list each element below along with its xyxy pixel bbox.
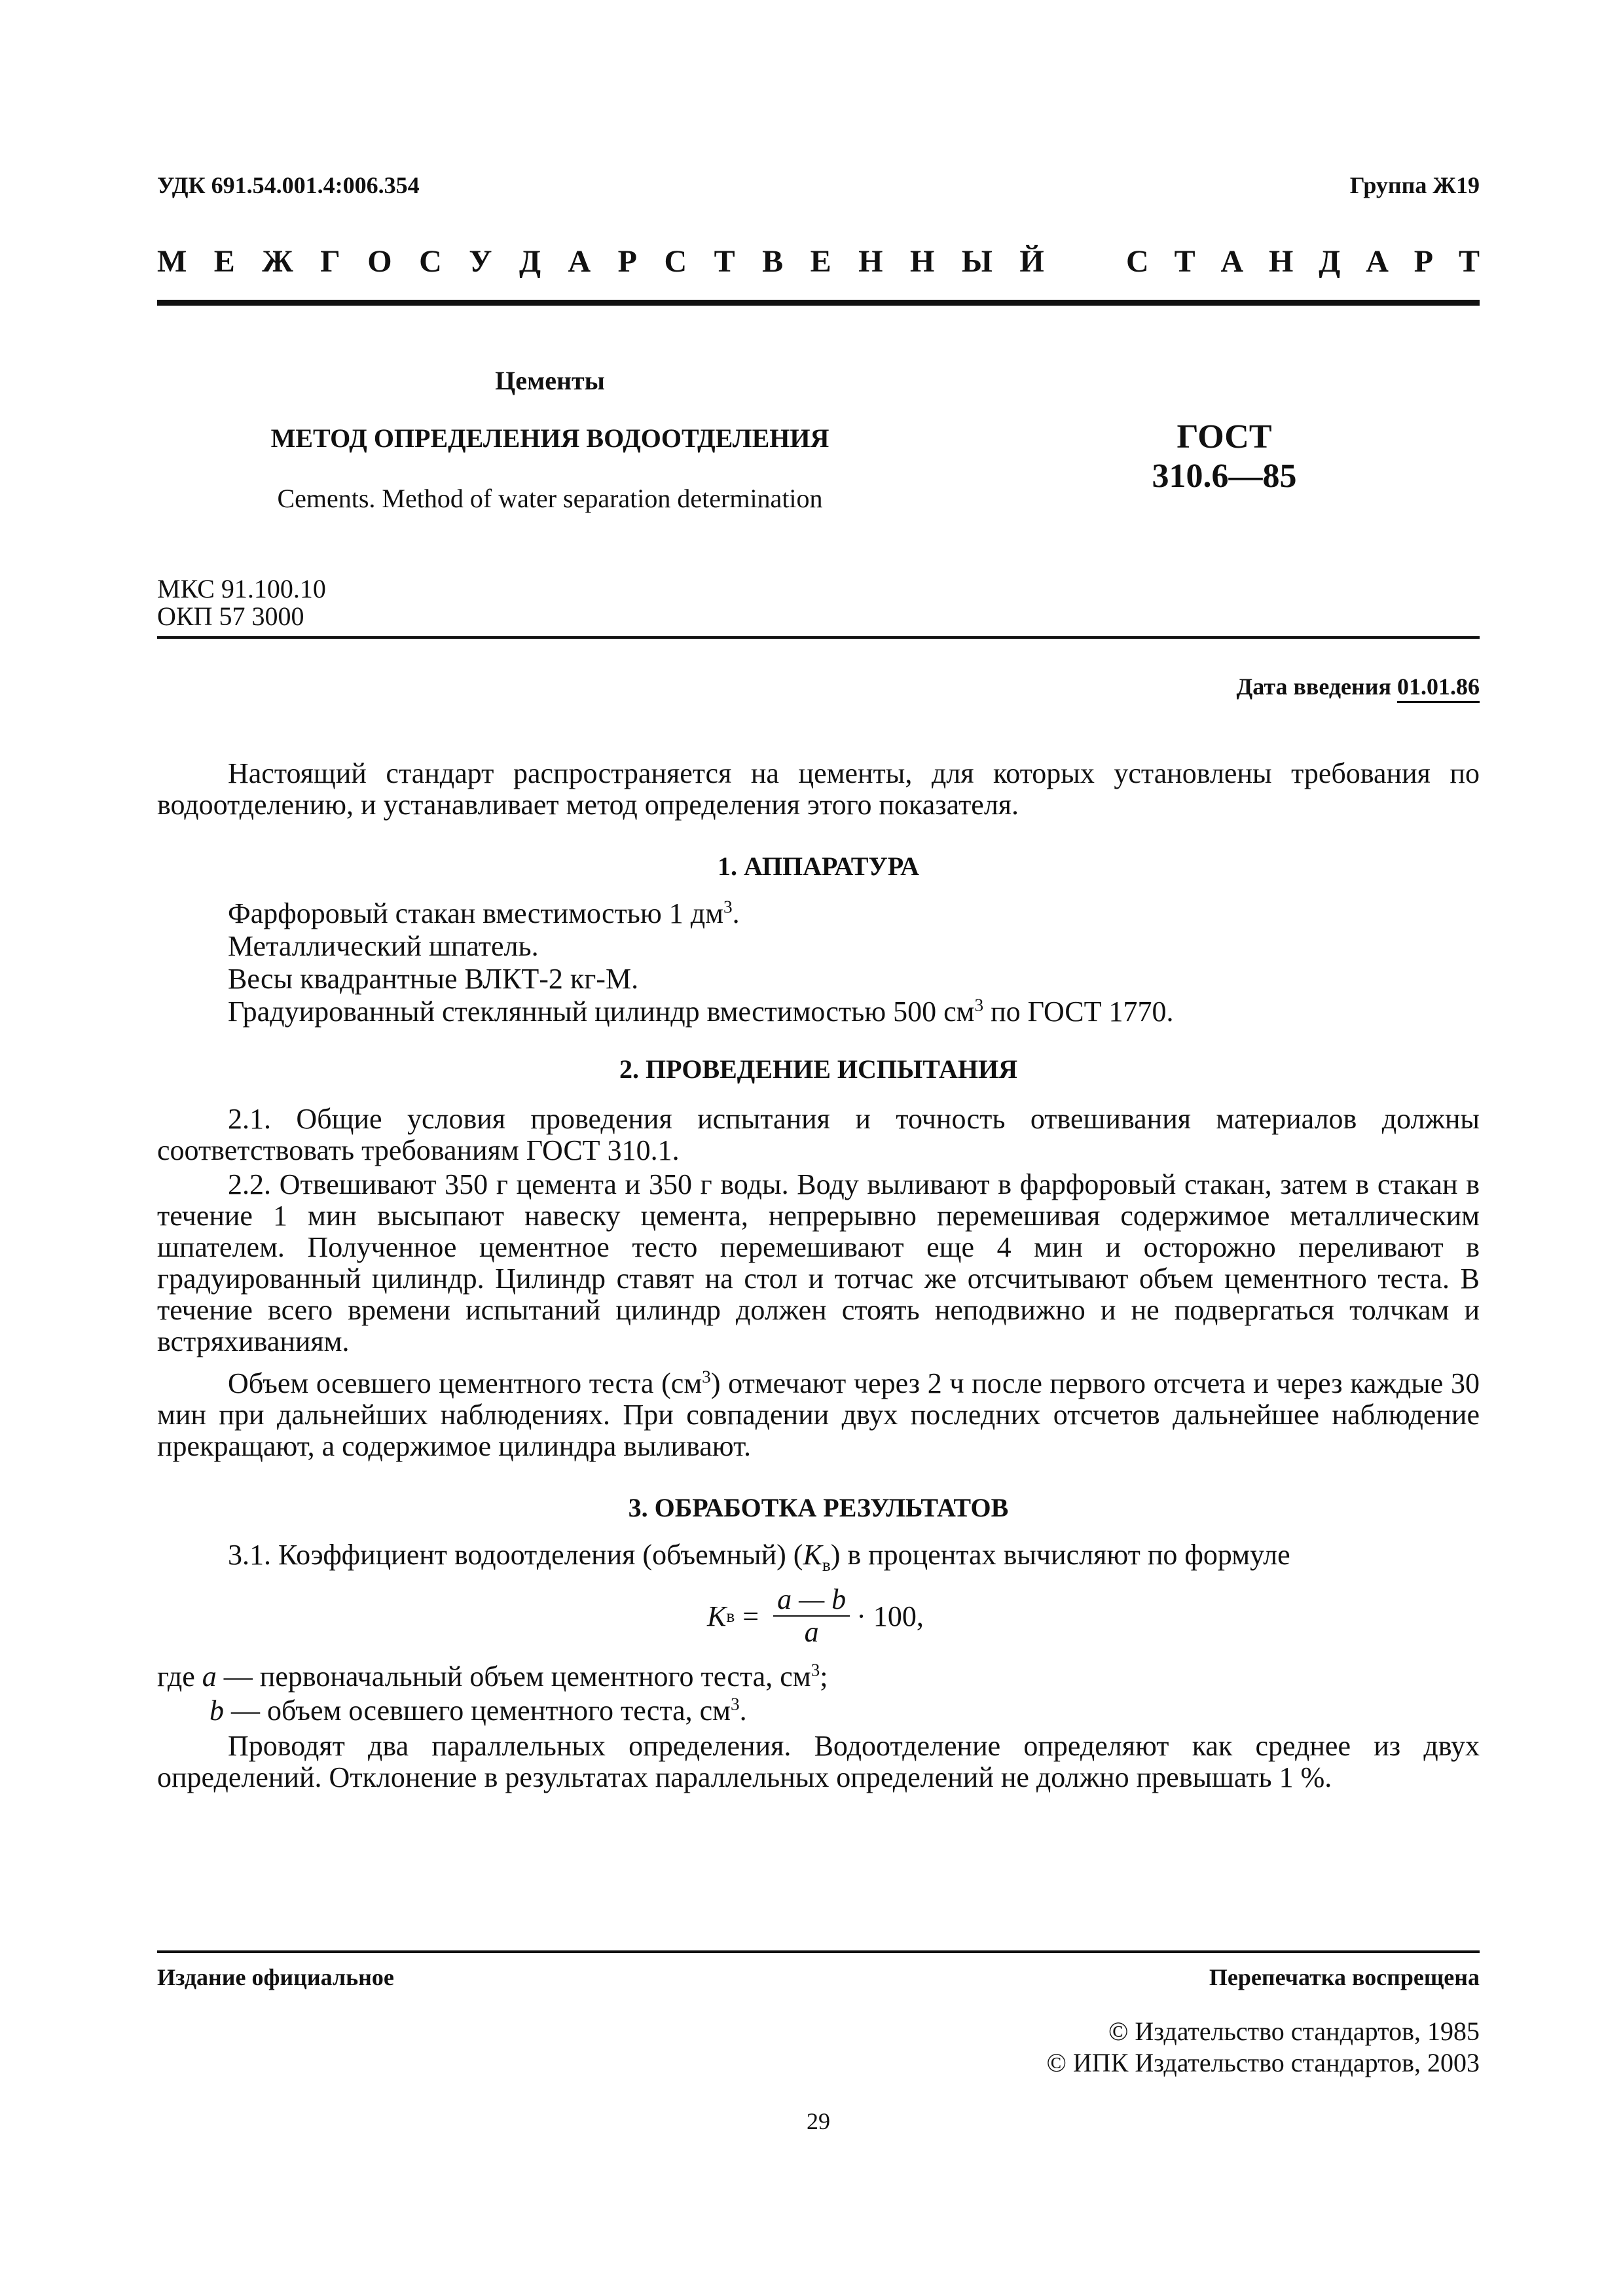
water-separation-formula: K в = $\frac{a — b}{a}$ · 100,: [707, 1583, 924, 1648]
official-edition-label: Издание официальное: [157, 1964, 394, 1990]
banner-letter: С: [1126, 244, 1149, 279]
page-number: 29: [807, 2108, 830, 2134]
copyright-2003: © ИПК Издательство стандартов, 2003: [1046, 2048, 1480, 2077]
banner-letter: Н: [909, 244, 935, 279]
banner-letter: Т: [714, 244, 735, 279]
banner-letter: А: [1366, 244, 1389, 279]
where-a-definition: где a — первоначальный объем цементного теста, $см^3$;: [157, 1660, 828, 1693]
introduction-date: [1021, 673, 1480, 700]
banner-letter: Р: [617, 244, 637, 279]
banner-letter: А: [1220, 244, 1244, 279]
banner-letter: М: [157, 244, 187, 279]
banner-letter: У: [469, 244, 492, 279]
document-title: МЕТОД ОПРЕДЕЛЕНИЯ ВОДООТДЕЛЕНИЯ: [270, 423, 830, 453]
banner-letter: Й: [1019, 244, 1044, 279]
standard-banner: [157, 243, 1480, 279]
reprint-prohibited-label: Перепечатка воспрещена: [1209, 1964, 1480, 1990]
codes-rule: [157, 636, 1480, 639]
mks-code: МКС 91.100.10: [157, 574, 326, 603]
section-1-heading: 1. АППАРАТУРА: [718, 852, 919, 881]
section-2-heading: 2. ПРОВЕДЕНИЕ ИСПЫТАНИЯ: [619, 1054, 1017, 1084]
banner-letter: С: [419, 244, 442, 279]
banner-letter: Е: [213, 244, 235, 279]
apparatus-item-spatula: Металлический шпатель.: [228, 930, 539, 962]
paragraph-2-3: Объем осевшего цементного теста $(см^3)$ отмечают через 2 ч после первого отсчета и через каждые 30 мин при дальнейших наблюдениях. При совпадении двух последних отсчетов дальнейшее наблюдение прекращают, а содержимое цилиндра выливают.: [157, 1367, 1480, 1462]
udk-code: УДК 691.54.001.4:006.354: [157, 172, 420, 198]
banner-letter: Е: [810, 244, 831, 279]
where-b-definition: b — объем осевшего цементного теста, $см^3$.: [210, 1694, 747, 1727]
introduction-date-value: 01.01.86: [1397, 673, 1480, 703]
apparatus-item-scales: Весы квадрантные ВЛКТ-2 кг-М.: [228, 963, 639, 995]
paragraph-2-2: 2.2. Отвешивают 350 г цемента и 350 г воды. Воду выливают в фарфоровый стакан, затем в стакан в течение 1 мин высыпают навеску цемента, непрерывно перемешивая содержимое металлическим шпателем. Полученное цементное тесто перемешивают еще 4 мин и осторожно переливают в градуированный цилиндр. Цилиндр ставят на стол и тотчас же отсчитывают объем цементного теста. В течение всего времени испытаний цилиндр должен стоять неподвижно и не подвергаться толчкам и встряхиваниям.: [157, 1168, 1480, 1357]
copyright-1985: © Издательство стандартов, 1985: [1108, 2017, 1480, 2046]
apparatus-item-cylinder: Градуированный стеклянный цилиндр вместимостью 500 $см^3$ по ГОСТ 1770.: [228, 995, 1174, 1028]
apparatus-list: [228, 898, 1480, 1028]
banner-letter: А: [568, 244, 591, 279]
footer-rule: [157, 1950, 1480, 1953]
gost-label: ГОСТ: [1176, 418, 1272, 456]
section-3-heading: 3. ОБРАБОТКА РЕЗУЛЬТАТОВ: [628, 1493, 1009, 1522]
banner-letter: Н: [1269, 244, 1294, 279]
formula-denominator: a: [804, 1616, 819, 1648]
banner-letter: Д: [519, 244, 541, 279]
okp-code: ОКП 57 3000: [157, 601, 304, 631]
banner-word-interstate: [157, 243, 1044, 279]
banner-letter: Ы: [961, 244, 993, 279]
banner-word-standard: [1126, 243, 1480, 279]
parallel-determinations-paragraph: Проводят два параллельных определения. Водоотделение определяют как среднее из двух определений. Отклонение в результатах параллельных определений не должно превышать 1 %.: [157, 1730, 1480, 1793]
gost-number: 310.6—85: [1152, 457, 1297, 495]
formula-fraction: [773, 1584, 850, 1648]
formula-numerator: a — b: [773, 1584, 850, 1617]
banner-letter: О: [367, 244, 392, 279]
intro-paragraph: Настоящий стандарт распространяется на цементы, для которых установлены требования по водоотделению, и устанавливает метод определения этого показателя.: [157, 757, 1480, 821]
document-title-english: Cements. Method of water separation determination: [277, 484, 823, 513]
banner-letter: Г: [320, 244, 340, 279]
banner-letter: Д: [1319, 244, 1341, 279]
banner-letter: Н: [858, 244, 883, 279]
header-thick-rule: [157, 300, 1480, 306]
apparatus-item-cup: Фарфоровый стакан вместимостью 1 $дм^3$.: [228, 897, 740, 929]
banner-letter: Р: [1413, 244, 1434, 279]
banner-letter: В: [762, 244, 784, 279]
banner-letter: Т: [1458, 244, 1480, 279]
banner-letter: Ж: [262, 244, 293, 279]
introduction-date-label: Дата введения: [1236, 673, 1391, 700]
category-heading: Цементы: [495, 366, 605, 395]
paragraph-2-1: 2.1. Общие условия проведения испытания и точность отвешивания материалов должны соответствовать требованиям ГОСТ 310.1.: [157, 1103, 1480, 1166]
banner-letter: С: [664, 244, 687, 279]
group-code: Группа Ж19: [1349, 172, 1480, 198]
paragraph-3-1: 3.1. Коэффициент водоотделения (объемный) $(K_в)$ в процентах вычисляют по формуле: [228, 1539, 1290, 1575]
banner-letter: Т: [1174, 244, 1195, 279]
